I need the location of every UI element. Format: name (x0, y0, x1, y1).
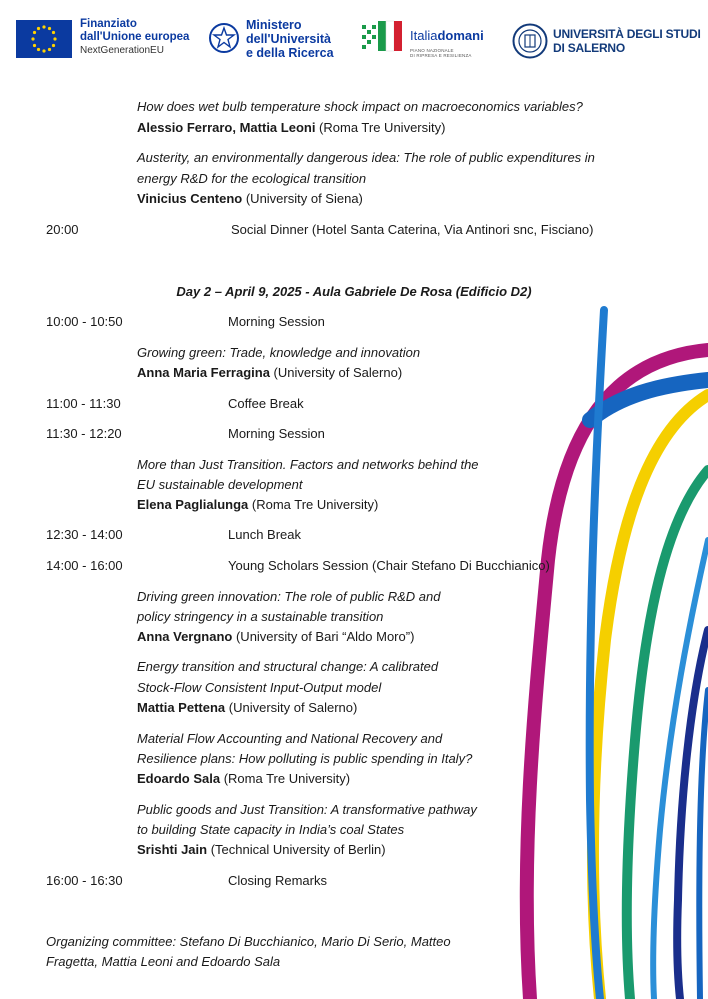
schedule-time: 10:00 - 10:50 (46, 314, 123, 329)
talk-title: Growing green: Trade, knowledge and innovation (137, 345, 421, 360)
talk-speaker: Anna Maria Ferragina (University of Salerno) (137, 365, 403, 380)
ribbon-cyan-vertical (590, 310, 604, 999)
ministry-label: Ministero dell'Università e della Ricerca (246, 18, 334, 60)
ribbon-cyan-right (653, 540, 708, 999)
schedule-time: 11:00 - 11:30 (46, 396, 121, 411)
talk-title: More than Just Transition. Factors and networks behind the (137, 457, 479, 472)
italiadomani-logo-icon (360, 19, 408, 55)
organizing-committee: Fragetta, Mattia Leoni and Edoardo Sala (46, 954, 281, 969)
schedule-label: Social Dinner (Hotel Santa Caterina, Via Antinori snc, Fisciano) (231, 222, 594, 237)
talk-title: EU sustainable development (137, 477, 303, 492)
talk-speaker: Mattia Pettena (University of Salerno) (137, 700, 358, 715)
talk-title: Stock-Flow Consistent Input-Output model (137, 680, 382, 695)
talk-title: Energy transition and structural change: A calibrated (137, 659, 439, 674)
university-seal-icon (512, 23, 548, 59)
ribbon-blue-top (590, 380, 708, 420)
university-label: UNIVERSITÀ DEGLI STUDI DI SALERNO (553, 27, 701, 55)
talk-speaker: Vinicius Centeno (University of Siena) (137, 191, 363, 206)
ribbon-green (627, 470, 708, 999)
schedule-label: Closing Remarks (228, 873, 327, 888)
eu-funding-label: Finanziato dall'Unione europea NextGenerationEU (80, 18, 190, 56)
schedule-time: 14:00 - 16:00 (46, 558, 123, 573)
talk-title: Austerity, an environmentally dangerous idea: The role of public expenditures in (137, 150, 595, 165)
talk-speaker: Elena Paglialunga (Roma Tre University) (137, 497, 379, 512)
day-heading: Day 2 – April 9, 2025 - Aula Gabriele De Rosa (Edificio D2) (176, 284, 532, 299)
talk-speaker: Edoardo Sala (Roma Tre University) (137, 771, 351, 786)
italian-republic-emblem-icon (208, 21, 240, 55)
talk-title: to building State capacity in India’s coal States (137, 822, 405, 837)
eu-flag-icon (16, 20, 72, 58)
talk-title: Public goods and Just Transition: A transformative pathway (137, 802, 477, 817)
schedule-label: Morning Session (228, 426, 325, 441)
talk-title: How does wet bulb temperature shock impact on macroeconomics variables? (137, 99, 583, 114)
talk-title: Driving green innovation: The role of public R&D and (137, 589, 441, 604)
ribbon-navy (677, 630, 708, 999)
logo-bar (0, 0, 708, 80)
ribbon-blue-right (699, 690, 708, 999)
schedule-time: 11:30 - 12:20 (46, 426, 122, 441)
ribbon-yellow (593, 395, 708, 999)
organizing-committee: Organizing committee: Stefano Di Bucchianico, Mario Di Serio, Matteo (46, 934, 451, 949)
italiadomani-subtitle: PIANO NAZIONALE DI RIPRESA E RESILIENZA (410, 48, 472, 58)
schedule-label: Morning Session (228, 314, 325, 329)
talk-title: energy R&D for the ecological transition (137, 171, 367, 186)
talk-speaker: Anna Vergnano (University of Bari “Aldo Moro”) (137, 629, 415, 644)
schedule-label: Coffee Break (228, 396, 304, 411)
italiadomani-wordmark: Italiadomani (410, 28, 484, 43)
ribbon-magenta (527, 350, 708, 999)
talk-speaker: Srishti Jain (Technical University of Berlin) (137, 842, 386, 857)
talk-title: Resilience plans: How polluting is public spending in Italy? (137, 751, 473, 766)
schedule-time: 20:00 (46, 222, 79, 237)
schedule-time: 12:30 - 14:00 (46, 527, 123, 542)
talk-title: Material Flow Accounting and National Recovery and (137, 731, 443, 746)
schedule-label: Lunch Break (228, 527, 301, 542)
schedule-time: 16:00 - 16:30 (46, 873, 123, 888)
talk-title: policy stringency in a sustainable transition (137, 609, 384, 624)
schedule-label: Young Scholars Session (Chair Stefano Di Bucchianico) (228, 558, 550, 573)
talk-speaker: Alessio Ferraro, Mattia Leoni (Roma Tre University) (137, 120, 446, 135)
